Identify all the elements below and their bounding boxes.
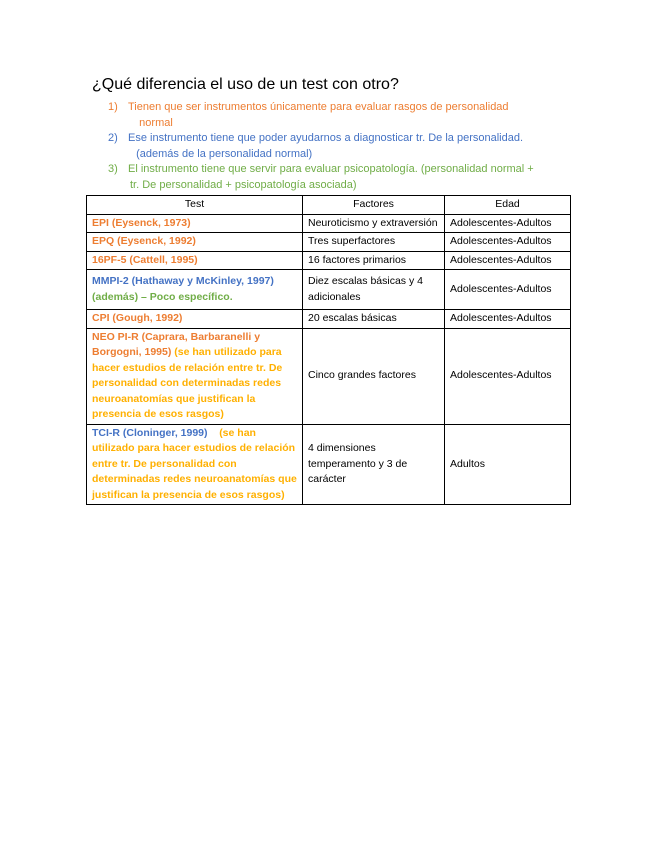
cell-edad: Adolescentes-Adultos (445, 270, 571, 310)
cell-edad: Adolescentes-Adultos (445, 328, 571, 424)
page-title: ¿Qué diferencia el uso de un test con otro? (92, 76, 399, 93)
list-item-continuation: normal (139, 116, 173, 129)
list-item-continuation: tr. De personalidad + psicopatología asociada) (130, 178, 357, 191)
table-row (87, 233, 571, 252)
cell-test: NEO PI-R (Caprara, Barbaranelli y Borgogni, 1995) (se han utilizado para hacer estudios de relación entre tr. De personalidad con determinadas redes neuroanatomías que justifican la presencia de esos rasgos) (87, 328, 303, 424)
table-row (87, 328, 571, 424)
list-item-text: Tienen que ser instrumentos únicamente para evaluar rasgos de personalidad (128, 101, 509, 113)
table-row (87, 214, 571, 233)
cell-test: TCI-R (Cloninger, 1999) (se han utilizado para hacer estudios de relación entre tr. De personalidad con determinadas redes neuroanatomías que justifican la presencia de esos rasgos) (87, 424, 303, 505)
header-test: Test (87, 196, 303, 215)
table-row (87, 310, 571, 329)
table-row (87, 251, 571, 270)
cell-factores: 4 dimensiones temperamento y 3 de carácter (303, 424, 445, 505)
cell-edad: Adolescentes-Adultos (445, 310, 571, 329)
cell-test: EPQ (Eysenck, 1992) (87, 233, 303, 252)
cell-test: EPI (Eysenck, 1973) (87, 214, 303, 233)
list-item-number: 1) (108, 101, 118, 113)
cell-factores: 16 factores primarios (303, 251, 445, 270)
table-header-row (87, 196, 571, 215)
list-item (108, 131, 578, 162)
cell-edad: Adolescentes-Adultos (445, 214, 571, 233)
tests-table (86, 195, 571, 505)
cell-test: 16PF-5 (Cattell, 1995) (87, 251, 303, 270)
cell-edad: Adultos (445, 424, 571, 505)
cell-edad: Adolescentes-Adultos (445, 233, 571, 252)
list-item (108, 100, 578, 131)
list-item-number: 2) (108, 132, 118, 144)
cell-factores: 20 escalas básicas (303, 310, 445, 329)
list-item-continuation: (además de la personalidad normal) (136, 147, 313, 160)
list-item (108, 162, 578, 193)
list-item-number: 3) (108, 163, 118, 175)
table-row (87, 270, 571, 310)
cell-factores: Neuroticismo y extraversión (303, 214, 445, 233)
numbered-list (108, 100, 578, 193)
list-item-text: Ese instrumento tiene que poder ayudarnos a diagnosticar tr. De la personalidad. (128, 132, 524, 144)
cell-factores: Cinco grandes factores (303, 328, 445, 424)
cell-factores: Diez escalas básicas y 4 adicionales (303, 270, 445, 310)
cell-factores: Tres superfactores (303, 233, 445, 252)
table-row (87, 424, 571, 505)
cell-edad: Adolescentes-Adultos (445, 251, 571, 270)
header-factores: Factores (303, 196, 445, 215)
header-edad: Edad (445, 196, 571, 215)
cell-test: CPI (Gough, 1992) (87, 310, 303, 329)
cell-test: MMPI-2 (Hathaway y McKinley, 1997) (además) – Poco específico. (87, 270, 303, 310)
list-item-text: El instrumento tiene que servir para evaluar psicopatología. (personalidad normal + (128, 163, 534, 175)
